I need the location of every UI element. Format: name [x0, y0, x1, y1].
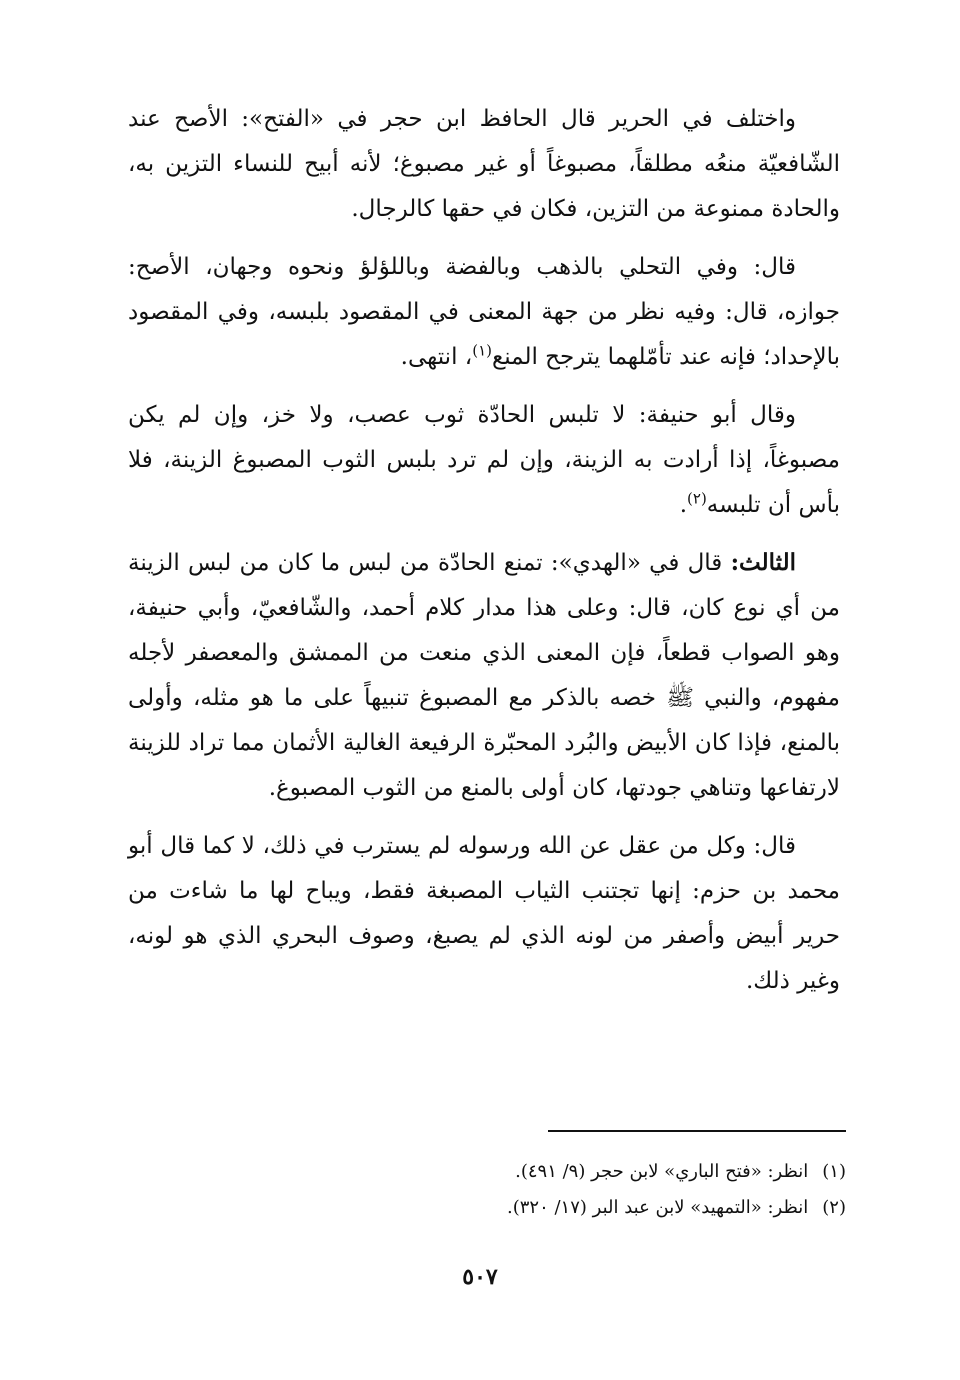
paragraph-text: واختلف في الحرير قال الحافظ ابن حجر في «الفتح»: الأصح عند الشّافعيّة منعُه مطلقاً، مصبوغاً أو غير مصبوغ؛ لأنه أبيح للنساء التزين به، والحادة ممنوعة من التزين، فكان في حقها كالرجال.: [128, 106, 840, 222]
paragraph-tail: .: [679, 492, 688, 518]
footnote-number: (١): [822, 1161, 846, 1182]
paragraph-3: [128, 392, 840, 528]
footnote-number: (٢): [822, 1197, 846, 1218]
paragraph-5: [128, 823, 840, 1004]
paragraph-text: قال في «الهدي»: تمنع الحادّة من لبس ما كان من لبس الزينة من أي نوع كان، قال: وعلى هذا مدار كلام أحمد، والشّافعيّ، وأبي حنيفة، وهو الصواب قطعاً، فإن المعنى الذي منعت من الممشق والمعصفر لأجله مفهوم، والنبي ﷺ خصه بالذكر مع المصبوغ تنبيهاً على ما هو مثله، وأولى بالمنع، فإذا كان الأبيض والبُرد المحبّرة الرفيعة الغالية الأثمان مما تراد للزينة لارتفاعها وتناهي جودتها، كان أولى بالمنع من الثوب المصبوغ.: [128, 550, 840, 801]
paragraph-1: [128, 96, 840, 232]
paragraph-lead-third: الثالث:: [730, 549, 796, 576]
footnote-2: [380, 1190, 846, 1226]
main-text: [128, 96, 840, 1004]
paragraph-text: وقال أبو حنيفة: لا تلبس الحادّة ثوب عصب، ولا خز، وإن لم يكن مصبوغاً، إذا أرادت به الزينة، وإن لم ترد بلبس الثوب المصبوغ الزينة، فلا بأس أن تلبسه: [128, 402, 840, 518]
page-number: ٥٠٧: [462, 1264, 498, 1290]
footnote-ref-1: (١): [472, 341, 492, 360]
paragraph-tail: ، انتهى.: [400, 344, 473, 370]
footnote-ref-2: (٢): [687, 489, 707, 508]
paragraph-4: [128, 540, 840, 811]
paragraph-text: قال: وفي التحلي بالذهب وبالفضة وباللؤلؤ ونحوه وجهان، الأصح: جوازه، قال: وفيه نظر من جهة المعنى في المقصود بلبسه، وفي المقصود بالإحداد؛ فإنه عند تأمّلهما يترجح المنع: [128, 254, 840, 370]
footnotes: [380, 1154, 846, 1226]
footnote-divider: [548, 1130, 846, 1132]
footnote-text: انظر: «التمهيد» لابن عبد البر (١٧/ ٣٢٠).: [506, 1197, 809, 1218]
paragraph-2: [128, 244, 840, 380]
paragraph-text: قال: وكل من عقل عن الله ورسوله لم يسترب في ذلك، لا كما قال أبو محمد بن حزم: إنها تجتنب الثياب المصبغة فقط، ويباح لها ما شاءت من حرير أبيض وأصفر من لونه الذي لم يصبغ، وصوف البحري الذي هو لونه، وغير ذلك.: [128, 833, 840, 994]
footnote-text: انظر: «فتح الباري» لابن حجر (٩/ ٤٩١).: [515, 1161, 809, 1182]
footnote-1: [380, 1154, 846, 1190]
